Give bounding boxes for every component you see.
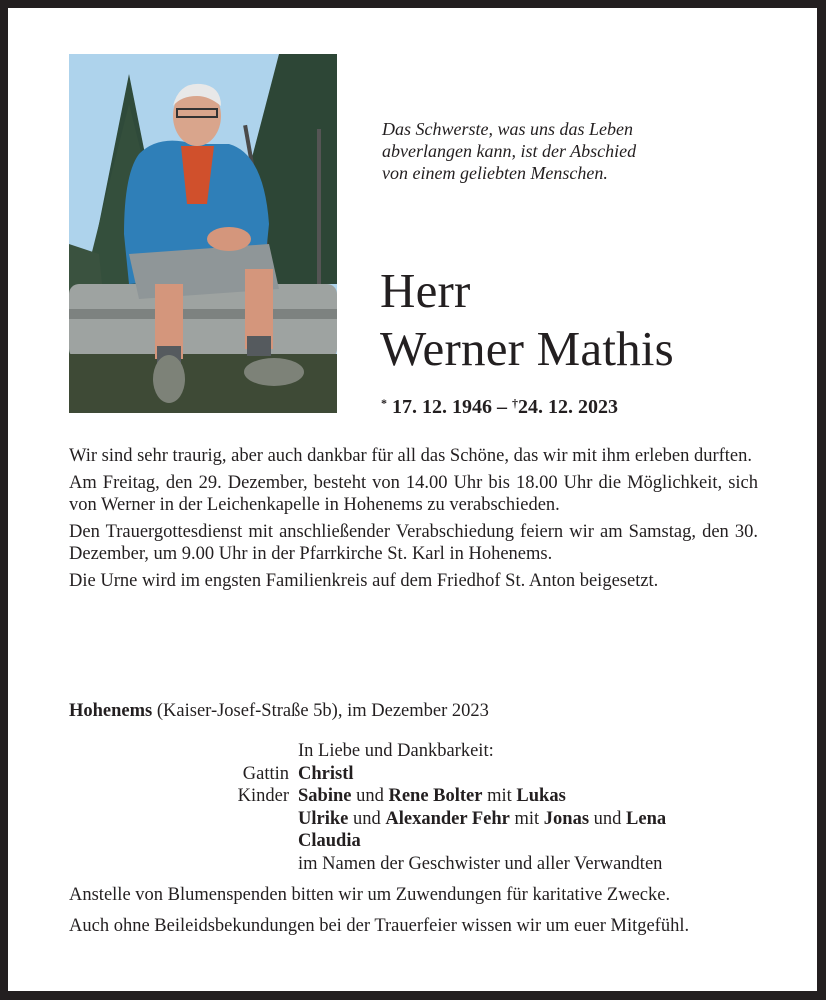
family-intro: In Liebe und Dankbarkeit: [298,741,494,761]
children-row [208,785,666,808]
family-intro-row [208,740,666,763]
connector-text: mit [509,808,544,829]
body-paragraph: Den Trauergottesdienst mit anschließender Verabschiedung feiern wir am Samstag, den 30. Dezember, um 9.00 Uhr in der Pfarrkirche St. Karl in Hohenems. [69,521,758,564]
children-row [208,808,666,831]
closing-paragraph: Auch ohne Beileidsbekundungen bei der Trauerfeier wissen wir um euer Mitgefühl. [69,915,690,936]
relatives-note: im Namen der Geschwister und aller Verwandten [298,853,663,874]
connector-text: und [348,808,386,829]
portrait-photo [69,54,337,413]
family-member-name: Lukas [516,786,566,806]
family-member-name: Ulrike [298,808,349,829]
family-member-name: Claudia [298,831,361,851]
body-paragraph: Die Urne wird im engsten Familienkreis auf dem Friedhof St. Anton beigesetzt. [69,570,659,591]
deceased-name-block [380,262,674,378]
family-member-name: Alexander Fehr [385,808,510,829]
relatives-row [208,853,666,876]
spouse-label: Gattin [242,763,289,784]
children-line [298,808,666,831]
quote-line: von einem geliebten Menschen. [382,163,608,183]
salutation: Herr [380,263,471,318]
body-paragraph: Wir sind sehr traurig, aber auch dankbar für all das Schöne, das wir mit ihm erleben durften. [69,446,753,466]
birth-date: 17. 12. 1946 [392,396,492,418]
children-line [298,830,361,853]
death-date: 24. 12. 2023 [518,396,618,418]
birth-star-icon: * [381,396,387,410]
children-row [208,830,666,853]
children-label: Kinder [237,786,289,806]
spouse-name: Christl [298,763,354,784]
closing-paragraph: Anstelle von Blumenspenden bitten wir um Zuwendungen für karitative Zwecke. [69,885,671,905]
obituary-page [8,8,817,991]
quote-line: Das Schwerste, was uns das Leben [382,119,633,139]
date-separator: – [497,396,507,418]
family-member-name: Sabine [298,786,352,806]
place-city: Hohenems [69,701,153,721]
death-cross-icon: † [512,396,518,410]
family-member-name: Lena [626,808,667,829]
quote-line: abverlangen kann, ist der Abschied [382,141,637,161]
portrait-illustration [69,54,337,413]
place-and-date [69,701,489,722]
family-member-name: Rene Bolter [388,786,483,806]
life-dates [381,396,618,419]
deceased-name: Werner Mathis [380,321,674,376]
connector-text: und [589,808,627,829]
closing-notes [69,884,758,945]
family-member-name: Jonas [543,808,590,829]
body-paragraph: Am Freitag, den 29. Dezember, besteht von 14.00 Uhr bis 18.00 Uhr die Möglichkeit, sich von Werner in der Leichenkapelle in Hohenems zu verabschieden. [69,472,758,515]
connector-text: und [351,786,389,806]
spouse-row [208,763,666,786]
children-line [298,785,566,808]
announcement-body [69,445,758,596]
connector-text: mit [482,786,517,806]
place-address-date: (Kaiser-Josef-Straße 5b), im Dezember 2023 [152,701,489,721]
family-signature [208,740,666,875]
memorial-quote [382,118,762,184]
